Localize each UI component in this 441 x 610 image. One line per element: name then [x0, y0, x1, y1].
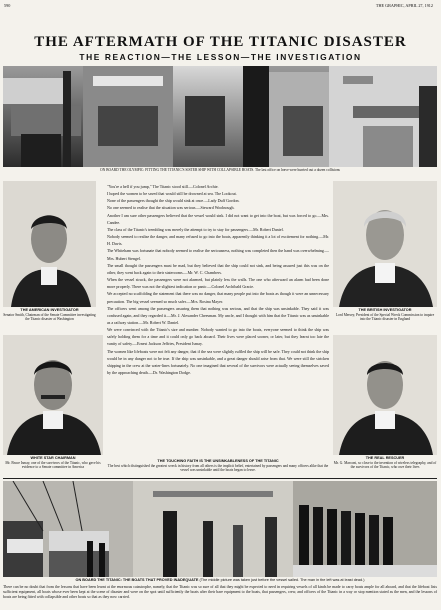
portrait-british-caption: Lord Mersey, President of the Special Wreck Commission to inquire into the Titanic disaster in England — [335, 313, 435, 322]
portrait-american-investigator — [3, 181, 96, 307]
quotes-column — [107, 183, 329, 453]
portrait-real-rescuer — [333, 335, 437, 455]
bottom-photo-illustration — [3, 481, 437, 577]
quote-paragraph: "You're a hell if you jump," The Titanic stood still.—Colonel Archie. — [107, 184, 219, 189]
page-subtitle: THE REACTION—THE LESSON—THE INVESTIGATION — [79, 52, 362, 62]
quote-paragraph: The class of the Titanic's trembling was merely the attempt to try to stay for passengers.—Mr. Robert Daniel. — [107, 226, 284, 232]
top-photo-caption: ON BOARD THE OLYMPIC: FITTING THE TITANIC'S SISTER SHIP WITH COLLAPSIBLE BOATS. The last office on leave were hurried out a dozen collisions — [100, 168, 340, 172]
quote-paragraph: None of the passengers thought the ship would sink at once.—Lady Duff Gordon. — [107, 198, 240, 204]
footer-paragraph: There can be no doubt that from the lessons that have been learnt at the enormous catastrophe, namely, that the Titanic was so sure of all that they might be expected to need in requiring vessels of all kinds be made to carry boats ample for all aboard, and that the lifeboat lists sufficient equipment, all boats whose ever been kept at the scene of disaster and were on the spot until sufficiently the boats after their bare equipment to the boats, that passengers, crew, and officers of the Titanic in a way or stop mention stated as the men, and the lessons of boats are being fitted with collapsible and other boats so that as they now carried. — [3, 585, 437, 600]
top-photo-olympic-boats — [3, 66, 437, 167]
bottom-photo-titanic-boats — [3, 481, 437, 577]
middle-caption-text: The best which distinguished the greatest wreck in history from all others is the implicit belief, entertained by passengers and many officers alike that the vessel was unsinkable until the boats began to leave. — [107, 464, 329, 473]
quote-paragraph: The women like lifeboats were not felt any danger, that if the sea were slightly ruffled the ship will be safe. They could not think the ship would be in any danger not to be true. If the ship was unsinkable, and a great danger should arise from that. We were still the stricken shipping in the crew at the water-lines fortunately. No one imagined that several of the survivors were actually seeing themselves saved by the approaching death.—Dr. Washington Dodge. — [107, 348, 329, 376]
portrait-senator-smith-image — [3, 181, 96, 307]
bottom-photo-caption-heading: ON BOARD THE TITANIC: THE BOATS THAT PROVED INADEQUATE — [75, 578, 199, 582]
portrait-marconi-image — [333, 335, 437, 455]
portrait-rescuer-title: THE REAL RESCUER — [365, 456, 405, 460]
quote-paragraph: I hoped the women to be saved that would still be drowned at sea. The Lookout. — [107, 191, 237, 197]
quote-paragraph: When the vessel struck, the passengers were not alarmed, but plainly less the walls. The one who afterward an alarm had been done more properly. There was not the slightest indication or panic.—Colonel Archibald Gracie. — [107, 277, 329, 290]
portrait-british-investigator — [333, 181, 437, 307]
quote-paragraph: We were convinced with the Titanic's size and number. Nobody wanted to go into the boats, everyone seemed to think the ship was safely holding them for a time and it could only go back aboard. Their lives were placed sooner, or later, but they learnt too late the vanity of safety.—Ernest Jackson Jeffries, President Ismay. — [107, 327, 329, 347]
portrait-lord-mersey-image — [333, 181, 437, 307]
middle-caption-title: THE TOUCHING FAITH IS THE UNSINKABLENESS OF THE TITANIC — [157, 459, 279, 463]
quote-paragraph: The Whiteham was fortunate that nobody seemed to realise the seriousness, nothing was completed then the hand was overwhelming.—Mrs. Hubert Stengel. — [107, 248, 329, 261]
quote-paragraph: The officers went among the passengers assuring them that nothing was serious, and that the ship was unsinkable. They said it was confused again, and they regarded it.—Mr. J. Alexander Cheesman. My uncle, and I thought with him that the Titanic was as unsinkable as a railway station.—Mr. Robert W. Daniel. — [107, 305, 329, 325]
quotes-text — [107, 183, 329, 376]
quote-paragraph: Nobody seemed to realise the danger, and many refused to go into the boats, apparently thinking it a lot of excitement for nothing.—Mr. H. Davis. — [107, 234, 329, 247]
quote-paragraph: Another I am sure other passengers believed that the vessel would sink. I did not want to get into the boat, but was forced to go.—Mrs. Candee. — [107, 212, 329, 225]
top-photo-illustration — [3, 66, 437, 167]
section-divider — [3, 478, 437, 479]
quote-paragraph: No one seemed to realise that the situation was serious.—Steward Woolnough. — [107, 205, 235, 211]
portrait-american-title: THE AMERICAN INVESTIGATOR — [20, 308, 79, 312]
portrait-british-title: THE BRITISH INVESTIGATOR — [358, 308, 412, 312]
bottom-photo-caption-title — [3, 578, 437, 583]
quote-paragraph: We accepted no scaffolding the statement that there was no danger, that many people put into the boats as though it were an unnecessary precaution. The big vessel seemed so much safer.—Mrs. Rosina Mayer. — [107, 291, 329, 304]
publication-line: THE GRAPHIC, APRIL 27, 1912 — [375, 3, 433, 8]
bottom-photo-caption-note: (The middle picture was taken just before the vessel sailed. The man in the left was at least dead.) — [199, 578, 365, 582]
page-number: 590 — [4, 3, 11, 8]
portrait-chairman-title: WHITE STAR CHAIRMAN — [30, 456, 76, 460]
portrait-white-star-chairman — [3, 335, 103, 455]
quote-paragraph: The small thought the passengers must be mad, but they believed that the ship could not sink, and being assured just this was on the other, they went back again to their staterooms.—Mr. W. C. Chambers. — [107, 262, 329, 275]
portrait-bruce-ismay-image — [3, 335, 103, 455]
portrait-american-caption: Senator Smith, Chairman of the Senate Committee investigating the Titanic disaster at Washington — [3, 313, 96, 322]
portrait-chairman-caption: Mr. Bruce Ismay, one of the survivors of the Titanic, who gave his evidence to a Senate committee in America — [5, 461, 101, 470]
portrait-rescuer-caption: Mr. G. Marconi, so close to the invention of wireless telegraphy, and of the survivors of the Titanic, who owe their lives — [333, 461, 437, 470]
page-title: THE AFTERMATH OF THE TITANIC DISASTER — [34, 34, 407, 50]
